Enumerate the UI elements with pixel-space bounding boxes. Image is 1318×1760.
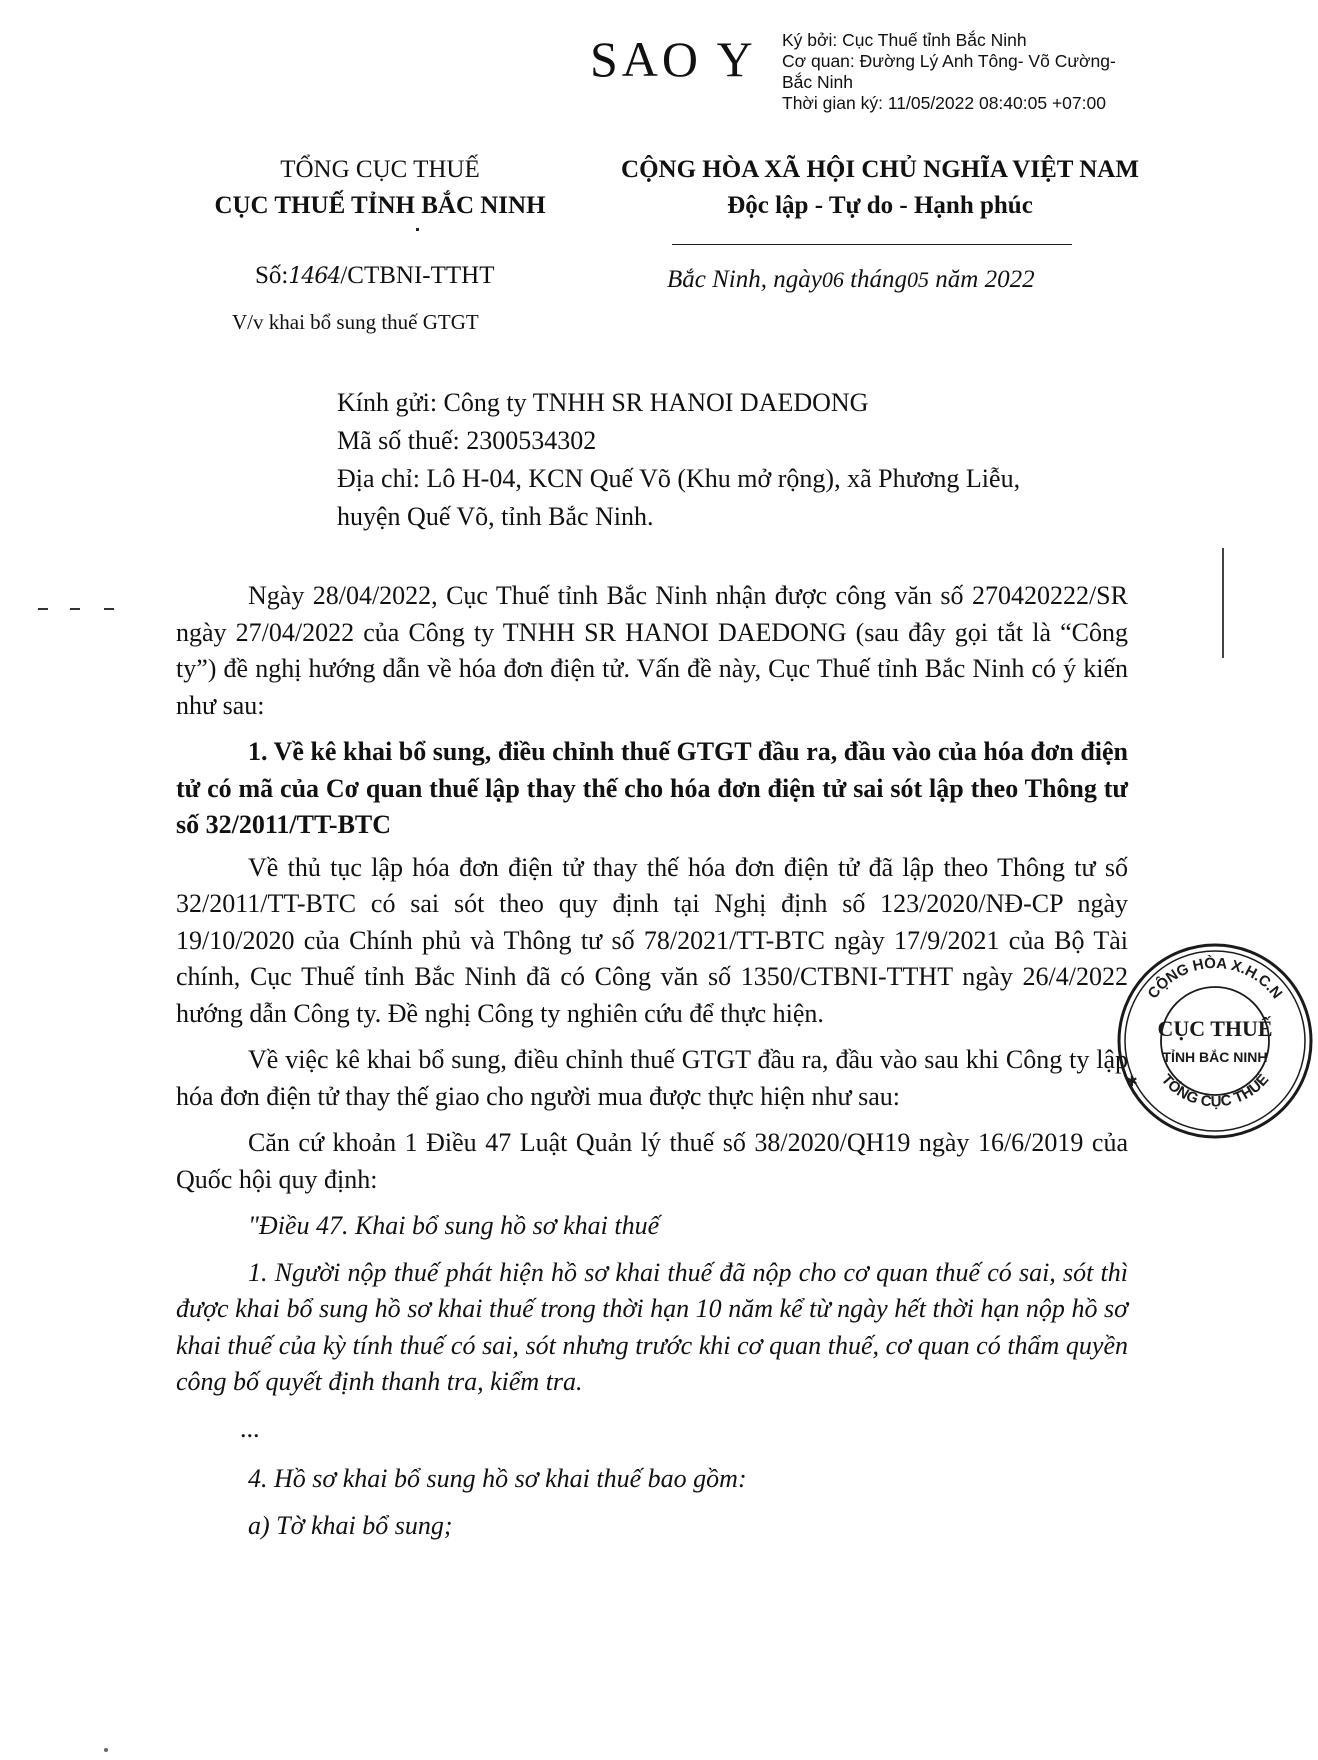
sign-time: Thời gian ký: 11/05/2022 08:40:05 +07:00	[782, 93, 1106, 113]
signature-info	[782, 30, 1202, 114]
document-subject: V/v khai bổ sung thuế GTGT	[232, 310, 479, 334]
agency-underline	[416, 228, 419, 231]
margin-line	[1222, 548, 1224, 658]
tax-code: Mã số thuế: 2300534302	[337, 426, 597, 455]
letter-body	[176, 578, 1128, 1554]
official-seal	[1112, 938, 1318, 1144]
quote-clause-4: 4. Hồ sơ khai bổ sung hồ sơ khai thuế bao gồm:	[248, 1464, 747, 1493]
parent-agency: TỔNG CỤC THUẾ	[280, 156, 480, 183]
addressee-block	[337, 384, 1157, 536]
address-line: Địa chỉ: Lô H-04, KCN Quế Võ (Khu mở rộng), xã Phương Liễu,	[337, 464, 1021, 493]
seal-top-text: CỘNG HÒA X.H.C.N	[1144, 954, 1286, 1003]
legal-basis-paragraph: Căn cứ khoản 1 Điều 47 Luật Quản lý thuế số 38/2020/QH19 ngày 16/6/2019 của Quốc hội quy định:	[176, 1128, 1128, 1194]
seal-bottom-text: TỔNG CỤC THUẾ	[1157, 1071, 1273, 1111]
address-line-cont: huyện Quế Võ, tỉnh Bắc Ninh.	[337, 502, 654, 531]
handwritten-month: 05	[907, 267, 930, 292]
place-date: Bắc Ninh, ngày06 tháng05 năm 2022	[667, 266, 1035, 293]
seal-center-line1: CỤC THUẾ	[1157, 1016, 1273, 1041]
svg-text:TỔNG CỤC THUẾ	[1158, 1071, 1273, 1110]
quote-ellipsis: ...	[240, 1413, 260, 1443]
agency-name: CỤC THUẾ TỈNH BẮC NINH	[214, 192, 546, 219]
sao-y-stamp: SAO Y	[590, 31, 757, 87]
addressee-name: Kính gửi: Công ty TNHH SR HANOI DAEDONG	[337, 388, 869, 417]
handwritten-number: 1464	[288, 264, 341, 289]
motto-underline	[672, 244, 1072, 245]
section-heading-1: 1. Về kê khai bổ sung, điều chỉnh thuế GTGT đầu ra, đầu vào của hóa đơn điện tử có mã của Cơ quan thuế lập thay thế cho hóa đơn điện tử sai sót lập theo Thông tư số 32/2011/TT-BTC	[176, 737, 1128, 839]
margin-dashes	[38, 608, 128, 612]
quote-item-a: a) Tờ khai bổ sung;	[248, 1510, 453, 1540]
motto: Độc lập - Tự do - Hạnh phúc	[727, 192, 1033, 219]
signer-line: Ký bởi: Cục Thuế tỉnh Bắc Ninh	[782, 30, 1027, 50]
document-number: Số:1464/CTBNI-TTHT	[255, 262, 495, 289]
issuing-agency	[170, 152, 590, 224]
agency-line: Cơ quan: Đường Lý Anh Tông- Võ Cường-	[782, 51, 1116, 71]
agency-line-cont: Bắc Ninh	[782, 72, 854, 92]
seal-center-line2: TỈNH BẮC NINH	[1162, 1049, 1268, 1065]
seal-star-icon: ✱	[1126, 1074, 1138, 1090]
country-name: CỘNG HÒA XÃ HỘI CHỦ NGHĨA VIỆT NAM	[621, 156, 1139, 183]
svg-text:CỘNG HÒA X.H.C.N	[1145, 954, 1286, 1002]
national-heading	[600, 152, 1160, 224]
declaration-paragraph: Về việc kê khai bổ sung, điều chỉnh thuế GTGT đầu ra, đầu vào sau khi Công ty lập hóa đơn điện tử thay thế giao cho người mua được thực hiện như sau:	[176, 1045, 1128, 1111]
intro-paragraph: Ngày 28/04/2022, Cục Thuế tỉnh Bắc Ninh nhận được công văn số 270420222/SR ngày 27/04/2022 của Công ty TNHH SR HANOI DAEDONG (sau đây gọi tắt là “Công ty”) đề nghị hướng dẫn về hóa đơn điện tử. Vấn đề này, Cục Thuế tỉnh Bắc Ninh có ý kiến như sau:	[176, 581, 1128, 720]
handwritten-day: 06	[821, 267, 844, 292]
quote-article-title: "Điều 47. Khai bổ sung hồ sơ khai thuế	[248, 1211, 660, 1240]
footer-dot	[104, 1748, 108, 1752]
quote-clause-1: 1. Người nộp thuế phát hiện hồ sơ khai thuế đã nộp cho cơ quan thuế có sai, sót thì được khai bổ sung hồ sơ khai thuế trong thời hạn 10 năm kể từ ngày hết thời hạn nộp hồ sơ khai thuế của kỳ tính thuế có sai, sót nhưng trước khi cơ quan thuế, cơ quan có thẩm quyền công bố quyết định thanh tra, kiểm tra.	[176, 1257, 1128, 1396]
procedure-paragraph: Về thủ tục lập hóa đơn điện tử thay thế hóa đơn điện tử đã lập theo Thông tư số 32/2011/TT-BTC có sai sót theo quy định tại Nghị định số 123/2020/NĐ-CP ngày 19/10/2020 của Chính phủ và Thông tư số 78/2021/TT-BTC ngày 17/9/2021 của Bộ Tài chính, Cục Thuế tỉnh Bắc Ninh đã có Công văn số 1350/CTBNI-TTHT ngày 26/4/2022 hướng dẫn Công ty. Đề nghị Công ty nghiên cứu để thực hiện.	[176, 852, 1128, 1028]
